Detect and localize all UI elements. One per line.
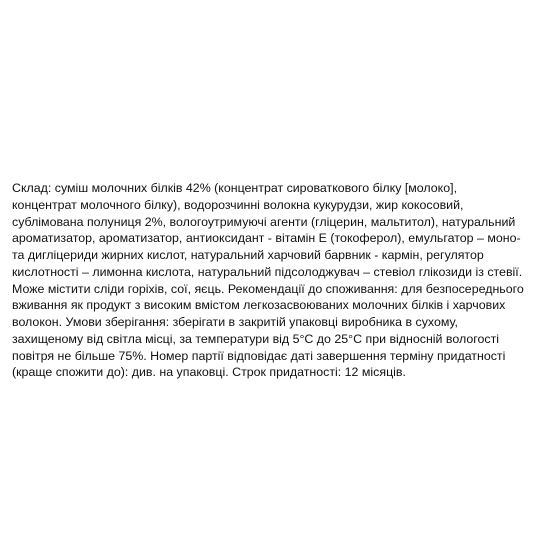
label-line: Склад: суміш молочних білків 42% (концентрат сироваткового білку [молоко], [12, 181, 458, 195]
label-line: повітря не більше 75%. Номер партії відповідає даті завершення терміну придатності [12, 348, 506, 363]
label-line: захищеному від світла місці, за температури від 5°С до 25°С при відносній вологості [12, 331, 500, 346]
label-line: вживання як продукт з високим вмістом легкозасвоюваних молочних білків і харчових [12, 298, 506, 313]
label-line: сублімована полуниця 2%, вологоутримуючі агенти (гліцерин, мальтитол), натуральний [12, 214, 516, 229]
label-line: концентрат молочного білку), водорозчинні волокна кукурудзи, жир кокосовий, [12, 197, 464, 212]
product-label-text [12, 180, 540, 381]
label-line: Може містити сліди горіхів, сої, яєць. Рекомендації до споживання: для безпосереднього [12, 281, 524, 296]
label-line: (краще спожити до): див. на упаковці. Строк придатності: 12 місяців. [12, 365, 406, 380]
label-line: та дигліцериди жирних кислот, натуральний харчовий барвник - кармін, регулятор [12, 248, 484, 262]
label-line: кислотності – лимонна кислота, натуральний підсолоджувач – стевіол глікозиди із стевії. [12, 264, 523, 279]
label-line: волокон. Умови зберігання: зберігати в закритій упаковці виробника в сухому, [12, 315, 458, 329]
label-line: ароматизатор, ароматизатор, антиоксидант - вітамін Е (токоферол), емульгатор – моно- [12, 231, 521, 246]
